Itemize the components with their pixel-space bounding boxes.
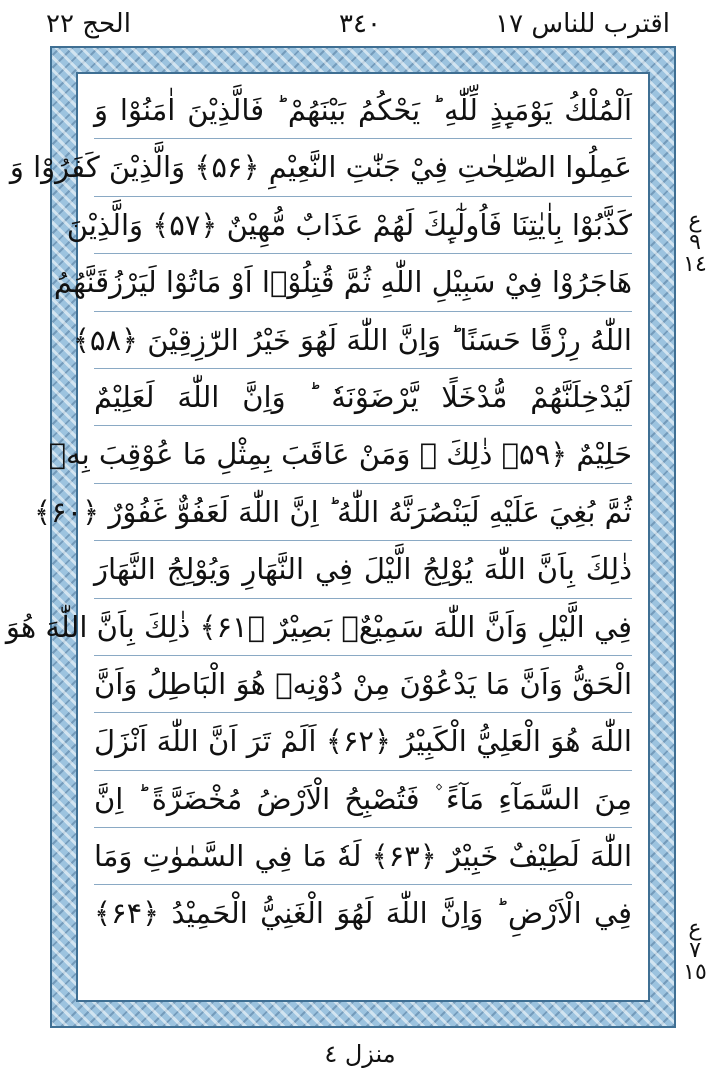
text-panel [5,72,650,1002]
page-number: ٣٤٠ [339,9,381,39]
ruku-marker-count: ١٥ [683,960,707,985]
ruku-marker-letter: ع [688,916,702,941]
verse-line: ذٰلِكَ بِاَنَّ اللّٰهَ يُوْلِجُ الَّيْلَ فِي النَّهَارِ وَيُوْلِجُ النَّهَارَ [94,541,632,598]
ornamental-border [5,46,676,1028]
ruku-marker-number: ٧ [689,938,701,963]
verse-line: حَلِيْمٌ ﴿۵۹﴾ ذٰلِكَ ۚ وَمَنْ عَاقَبَ بِمِثْلِ مَا عُوْقِبَ بِهٖ [94,426,632,483]
verse-line: هَاجَرُوْا فِيْ سَبِيْلِ اللّٰهِ ثُمَّ قُتِلُوْۤا اَوْ مَاتُوْا لَيَرْزُقَنَّهُمُ [94,254,632,311]
ruku-marker [678,918,712,984]
ruku-marker-count: ١٤ [683,252,707,277]
verse-line: الْحَقُّ وَاَنَّ مَا يَدْعُوْنَ مِنْ دُوْنِهٖ هُوَ الْبَاطِلُ وَاَنَّ [94,656,632,713]
verse-line: لَيُدْخِلَنَّهُمْ مُّدْخَلًا يَّرْضَوْنَهٗ ؕ وَاِنَّ اللّٰهَ لَعَلِيْمٌ [94,369,632,426]
verse-line: اللّٰهُ رِزْقًا حَسَنًا ؕ وَاِنَّ اللّٰهَ لَهُوَ خَيْرُ الرّٰزِقِيْنَ ﴿۵۸﴾ [94,312,632,369]
ruku-marker-letter: ع [688,208,702,233]
verse-line: اللّٰهَ هُوَ الْعَلِيُّ الْكَبِيْرُ ﴿۶۲﴾ اَلَمْ تَرَ اَنَّ اللّٰهَ اَنْزَلَ [94,713,632,770]
verse-line: فِي الْاَرْضِ ؕ وَاِنَّ اللّٰهَ لَهُوَ الْغَنِيُّ الْحَمِيْدُ ﴿۶۴﴾ [94,896,632,931]
verse-line: كَذَّبُوْا بِاٰيٰتِنَا فَاُولٰٓىِٕكَ لَهُمْ عَذَابٌ مُّهِيْنٌ ﴿۵۷﴾ وَالَّذِيْنَ [94,197,632,254]
verse-line: فِي الَّيْلِ وَاَنَّ اللّٰهَ سَمِيْعٌۢ بَصِيْرٌ ﴿۶۱﴾ ذٰلِكَ بِاَنَّ اللّٰهَ هُوَ [94,599,632,656]
ruku-marker [678,210,712,276]
verse-line: اَلْمُلْكُ يَوْمَىِٕذٍ لِّلّٰهِ ؕ يَحْكُمُ بَيْنَهُمْ ؕ فَالَّذِيْنَ اٰمَنُوْا وَ [94,82,632,139]
verse-line: مِنَ السَّمَآءِ مَآءً ۫ فَتُصْبِحُ الْاَرْضُ مُخْضَرَّةً ؕ اِنَّ [94,771,632,828]
verse-line: عَمِلُوا الصّٰلِحٰتِ فِيْ جَنّٰتِ النَّعِيْمِ ﴿۵۶﴾ وَالَّذِيْنَ كَفَرُوْا وَ [94,139,632,196]
manzil-label: منزل ٤ [324,1040,396,1068]
ruku-marker-number: ٩ [689,230,701,255]
verse-line: اللّٰهَ لَطِيْفٌ خَبِيْرٌ ﴿۶۳﴾ لَهٗ مَا فِي السَّمٰوٰتِ وَمَا [94,828,632,885]
juz-title: اقترب للناس ١٧ [495,9,670,39]
verse-line: ثُمَّ بُغِيَ عَلَيْهِ لَيَنْصُرَنَّهُ اللّٰهُ ؕ اِنَّ اللّٰهَ لَعَفُوٌّ غَفُوْرٌ ﴿۶۰﴾ [94,484,632,541]
surah-title: الحج ٢٢ [46,9,131,39]
